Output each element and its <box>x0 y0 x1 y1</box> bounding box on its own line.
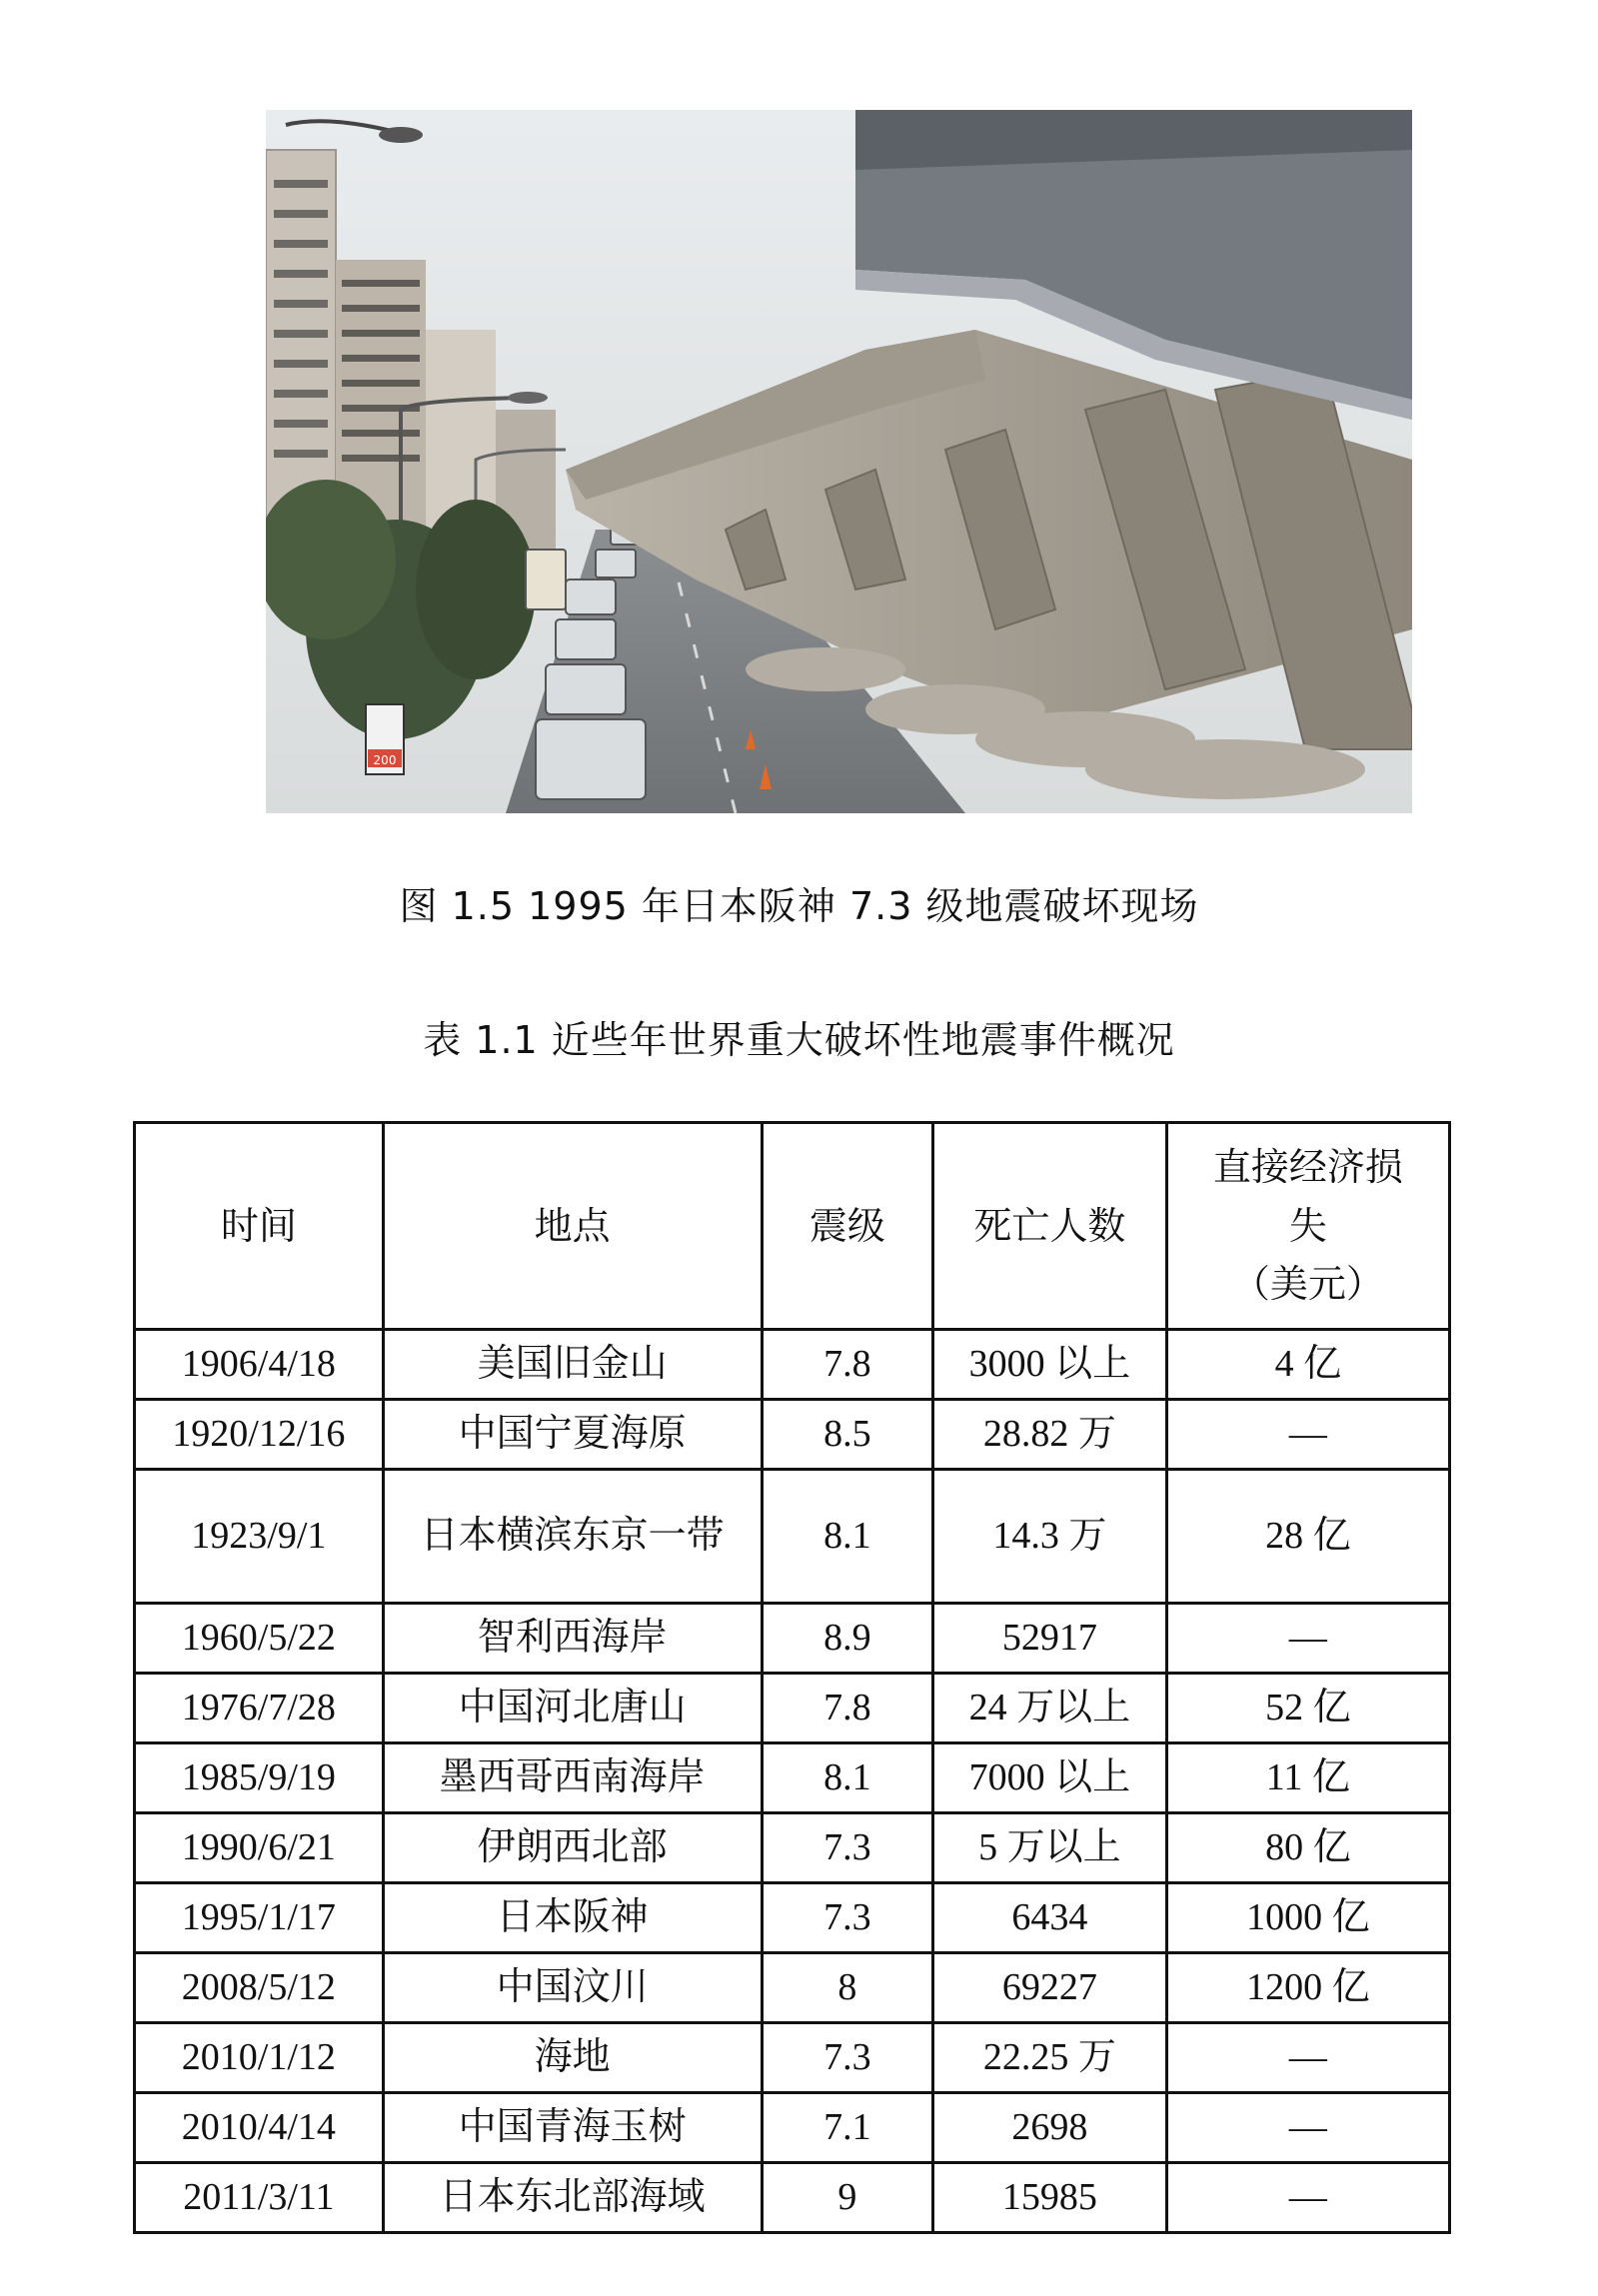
cell-location: 墨西哥西南海岸 <box>383 1743 762 1813</box>
table-row <box>135 2093 1450 2163</box>
earthquake-table <box>133 1121 1451 2234</box>
cell-magnitude: 7.3 <box>762 2023 933 2093</box>
cell-magnitude: 9 <box>762 2163 933 2233</box>
header-deaths: 死亡人数 <box>933 1123 1167 1330</box>
table-row <box>135 1400 1450 1470</box>
cell-magnitude: 7.8 <box>762 1330 933 1400</box>
cell-location: 中国青海玉树 <box>383 2093 762 2163</box>
cell-location: 智利西海岸 <box>383 1604 762 1674</box>
cell-loss: — <box>1166 2163 1449 2233</box>
sign-price-text: 200 <box>373 753 397 767</box>
cell-date: 1976/7/28 <box>135 1674 384 1743</box>
cell-loss: 1200 亿 <box>1166 1953 1449 2023</box>
cell-magnitude: 7.1 <box>762 2093 933 2163</box>
cell-deaths: 15985 <box>933 2163 1167 2233</box>
table-row <box>135 1674 1450 1743</box>
cell-loss: 1000 亿 <box>1166 1883 1449 1953</box>
cell-location: 海地 <box>383 2023 762 2093</box>
cell-location: 日本横滨东京一带 <box>383 1470 762 1604</box>
cell-magnitude: 7.3 <box>762 1883 933 1953</box>
header-loss-line1: 直接经济损 <box>1212 1144 1403 1189</box>
cell-loss: — <box>1166 1400 1449 1470</box>
cell-location: 中国汶川 <box>383 1953 762 2023</box>
table-header-row <box>135 1123 1450 1330</box>
header-location: 地点 <box>383 1123 762 1330</box>
cell-date: 2011/3/11 <box>135 2163 384 2233</box>
table-row <box>135 1604 1450 1674</box>
cell-deaths: 7000 以上 <box>933 1743 1167 1813</box>
cell-deaths: 5 万以上 <box>933 1813 1167 1883</box>
cell-magnitude: 8.5 <box>762 1400 933 1470</box>
header-date: 时间 <box>135 1123 384 1330</box>
cell-date: 1995/1/17 <box>135 1883 384 1953</box>
earthquake-photo <box>266 110 1412 813</box>
cell-loss: 28 亿 <box>1166 1470 1449 1604</box>
cell-magnitude: 8.1 <box>762 1470 933 1604</box>
cell-magnitude: 8 <box>762 1953 933 2023</box>
cell-loss: 4 亿 <box>1166 1330 1449 1400</box>
cell-deaths: 14.3 万 <box>933 1470 1167 1604</box>
cell-deaths: 52917 <box>933 1604 1167 1674</box>
cell-loss: 52 亿 <box>1166 1674 1449 1743</box>
cell-loss: — <box>1166 1604 1449 1674</box>
table-caption: 表 1.1 近些年世界重大破坏性地震事件概况 <box>423 1018 1175 1062</box>
table-row <box>135 1470 1450 1604</box>
cell-loss: — <box>1166 2023 1449 2093</box>
cell-magnitude: 8.9 <box>762 1604 933 1674</box>
cell-deaths: 24 万以上 <box>933 1674 1167 1743</box>
cell-location: 日本东北部海域 <box>383 2163 762 2233</box>
cell-deaths: 22.25 万 <box>933 2023 1167 2093</box>
cell-loss: 80 亿 <box>1166 1813 1449 1883</box>
cell-date: 2010/4/14 <box>135 2093 384 2163</box>
cell-date: 2010/1/12 <box>135 2023 384 2093</box>
cell-deaths: 28.82 万 <box>933 1400 1167 1470</box>
cell-date: 1906/4/18 <box>135 1330 384 1400</box>
cell-location: 中国河北唐山 <box>383 1674 762 1743</box>
cell-location: 日本阪神 <box>383 1883 762 1953</box>
table-row <box>135 1953 1450 2023</box>
cell-deaths: 6434 <box>933 1883 1167 1953</box>
cell-date: 1923/9/1 <box>135 1470 384 1604</box>
header-economic-loss <box>1166 1123 1449 1330</box>
cell-date: 1960/5/22 <box>135 1604 384 1674</box>
figure-caption: 图 1.5 1995 年日本阪神 7.3 级地震破坏现场 <box>399 884 1199 928</box>
table-row <box>135 1330 1450 1400</box>
cell-magnitude: 7.8 <box>762 1674 933 1743</box>
table-row <box>135 2023 1450 2093</box>
cell-deaths: 3000 以上 <box>933 1330 1167 1400</box>
cell-deaths: 69227 <box>933 1953 1167 2023</box>
cell-magnitude: 8.1 <box>762 1743 933 1813</box>
table-row <box>135 1883 1450 1953</box>
collapsed-expressway-image <box>266 110 1412 813</box>
cell-loss: 11 亿 <box>1166 1743 1449 1813</box>
cell-location: 美国旧金山 <box>383 1330 762 1400</box>
cell-date: 1990/6/21 <box>135 1813 384 1883</box>
header-loss-line2: 失 <box>1288 1203 1327 1248</box>
cell-location: 中国宁夏海原 <box>383 1400 762 1470</box>
cell-date: 1985/9/19 <box>135 1743 384 1813</box>
table-row <box>135 1813 1450 1883</box>
table-row <box>135 2163 1450 2233</box>
cell-location: 伊朗西北部 <box>383 1813 762 1883</box>
cell-deaths: 2698 <box>933 2093 1167 2163</box>
table-row <box>135 1743 1450 1813</box>
cell-magnitude: 7.3 <box>762 1813 933 1883</box>
cell-loss: — <box>1166 2093 1449 2163</box>
cell-date: 2008/5/12 <box>135 1953 384 2023</box>
header-magnitude: 震级 <box>762 1123 933 1330</box>
cell-date: 1920/12/16 <box>135 1400 384 1470</box>
header-loss-line3: （美元） <box>1231 1262 1384 1307</box>
